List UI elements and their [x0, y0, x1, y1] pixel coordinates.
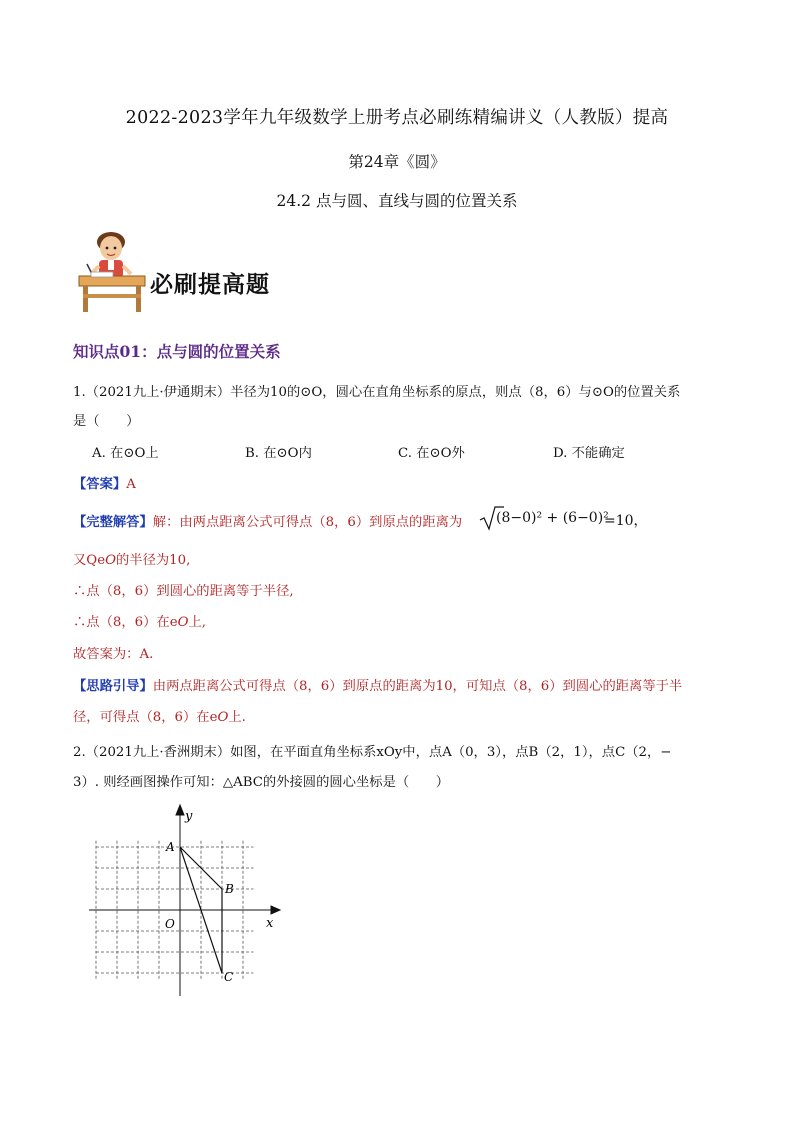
q2-stem-line1: 2.（2021九上·香洲期末）如图，在平面直角坐标系xOy中，点A（0，3），点B（2，1），点C（2，− [73, 745, 672, 760]
q1-solution-line1 [73, 511, 462, 530]
y-axis-arrow-icon [176, 805, 184, 815]
circle-symbol: e [169, 615, 178, 630]
chapter-title: 第24章《圆》 [348, 153, 446, 171]
q1-hint-line2 [73, 706, 246, 725]
q1-option-a: A. 在⊙O上 [92, 446, 159, 461]
q1-hint-line1 [73, 675, 682, 694]
circle-name: O [177, 615, 189, 630]
q1-stem-line1: 1.（2021九上·伊通期末）半径为10的⊙O，圆心在直角坐标系的原点，则点（8，6）与⊙O的位置关系 [73, 385, 681, 400]
q1-option-b: B. 在⊙O内 [245, 446, 312, 461]
hint-text-2: 径，可得点（8，6）在 [73, 710, 210, 725]
banner-label: 必刷提高题 [150, 271, 270, 298]
text-you: 又Q [73, 553, 98, 568]
origin-label: O [165, 917, 175, 931]
point-label-b: B [225, 882, 234, 896]
q1-answer-line [73, 473, 136, 492]
answer-tag: 【答案】 [73, 477, 127, 492]
circle-symbol: e [97, 553, 106, 568]
formula-result: =10， [604, 513, 648, 529]
circle-name: O [105, 553, 116, 568]
circle-symbol: e [209, 710, 218, 725]
coordinate-figure [85, 800, 300, 1000]
text-radius: 的半径为10, [115, 553, 191, 568]
point-label-c: C [224, 970, 234, 984]
solution-tag: 【完整解答】 [73, 515, 153, 530]
q2-stem-line2: 3）. 则经画图操作可知：△ABC的外接圆的圆心坐标是（ ） [73, 775, 450, 790]
axes [89, 805, 280, 996]
x-axis-arrow-icon [271, 906, 280, 914]
circle-name: O [217, 710, 229, 725]
hint-text-end: 上. [228, 710, 246, 725]
answer-value: A [126, 477, 136, 492]
y-axis-label: y [185, 809, 193, 824]
q1-solution-line4 [73, 611, 206, 630]
distance-formula: (8−0)² + (6−0)² [496, 510, 609, 526]
text-point: ∴点（8，6）在 [73, 615, 170, 630]
point-label-a: A [166, 840, 175, 854]
point-labels [165, 840, 234, 984]
section-title: 24.2 点与圆、直线与圆的位置关系 [276, 192, 518, 210]
text-on: 上, [188, 615, 207, 630]
solution-text-1: 解：由两点距离公式可得点（8，6）到原点的距离为 [152, 515, 463, 530]
x-axis-label: x [266, 916, 274, 931]
q1-solution-line5: 故答案为：A. [73, 647, 154, 662]
q1-stem-line2: 是（ ） [73, 414, 140, 429]
hint-text-1: 由两点距离公式可得点（8，6）到原点的距离为10，可知点（8，6）到圆心的距离等于半 [152, 679, 683, 694]
q1-option-d: D. 不能确定 [553, 446, 625, 461]
knowledge-point-heading: 知识点01：点与圆的位置关系 [73, 342, 281, 361]
document-title: 2022-2023学年九年级数学上册考点必刷练精编讲义（人教版）提高 [125, 108, 669, 128]
q1-solution-line2 [73, 549, 190, 568]
q1-solution-line3: ∴点（8，6）到圆心的距离等于半径, [73, 584, 294, 599]
hint-tag: 【思路引导】 [73, 679, 153, 694]
student-at-desk-icon [77, 228, 149, 314]
q1-option-c: C. 在⊙O外 [398, 446, 465, 461]
